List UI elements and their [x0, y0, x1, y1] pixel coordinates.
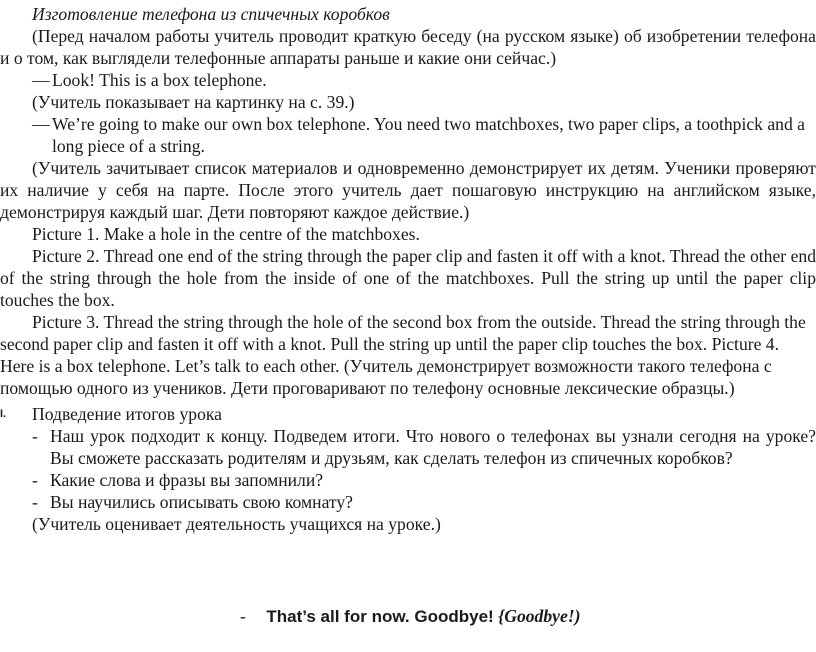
bullet-marker: -: [32, 492, 38, 512]
note-paragraph: (Учитель показывает на картинку на с. 39.): [32, 92, 355, 112]
ending-phrase: That’s all for now. Goodbye!: [266, 607, 494, 626]
ending-response: {Goodbye!): [498, 606, 581, 626]
list-item-text: Наш урок подходит к концу. Подведем итоги. Что нового о телефонах вы узнали сегодня на уроке? Вы сможете рассказать родителям и друзьям, как сделать телефон из спичечных коробков?: [50, 426, 816, 468]
dialogue-text: We’re going to make our own box telephone. You need two matchboxes, two paper clips, a toothpick and a long piece of a string.: [52, 114, 805, 156]
section-title: Подведение итогов урока: [32, 404, 222, 424]
document-page: [0, 3, 816, 535]
dialogue-line: [0, 69, 816, 91]
intro-paragraph: (Перед началом работы учитель проводит краткую беседу (на русском языке) об изобретении телефона и о том, как выглядели телефонные аппараты раньше и какие они сейчас.): [0, 26, 816, 68]
dash-marker: —: [32, 70, 50, 90]
list-item: [0, 425, 816, 469]
dash-marker: —: [32, 114, 50, 134]
dialogue-text: Look! This is a box telephone.: [52, 70, 267, 90]
list-item: [0, 491, 816, 513]
list-item-text: Вы научились описывать свою комнату?: [50, 492, 353, 512]
dash-marker: -: [240, 606, 246, 626]
section-heading: [0, 403, 816, 425]
instruction-paragraph: (Учитель зачитывает список материалов и одновременно демонстрирует их детям. Ученики проверяют их наличие у себя на парте. После этого учитель дает пошаговую инструкцию на английском языке, демонстрируя каждый шаг. Дети повторяют каждое действие.): [0, 158, 816, 222]
picture-2-paragraph: Picture 2. Thread one end of the string through the paper clip and fasten it off with a knot. Thread the other end of the string through the hole from the inside of one of the matchboxes. Pull the string up until the paper clip touches the box.: [0, 246, 816, 310]
ending-line: [240, 605, 580, 628]
list-item-text: Какие слова и фразы вы запомнили?: [50, 470, 324, 490]
list-item: [0, 469, 816, 491]
document-title: Изготовление телефона из спичечных коробков: [32, 4, 390, 24]
bullet-marker: -: [32, 470, 38, 490]
picture-1-paragraph: Picture 1. Make a hole in the centre of the matchboxes.: [32, 224, 420, 244]
closing-note: (Учитель оценивает деятельность учащихся на уроке.): [32, 514, 441, 534]
bullet-marker: -: [32, 426, 38, 446]
dialogue-line: [0, 113, 816, 157]
section-number: I.: [0, 408, 7, 420]
picture-3-paragraph: Picture 3. Thread the string through the hole of the second box from the outside. Thread the string through the second paper clip and fasten it off with a knot. Pull the string up until the paper clip touches the box. Picture 4. Here is a box telephone. Let’s talk to each other. (Учитель демонстрирует возможности такого телефона с помощью одного из учеников. Дети проговаривают по телефону основные лексические образцы.): [0, 312, 806, 398]
